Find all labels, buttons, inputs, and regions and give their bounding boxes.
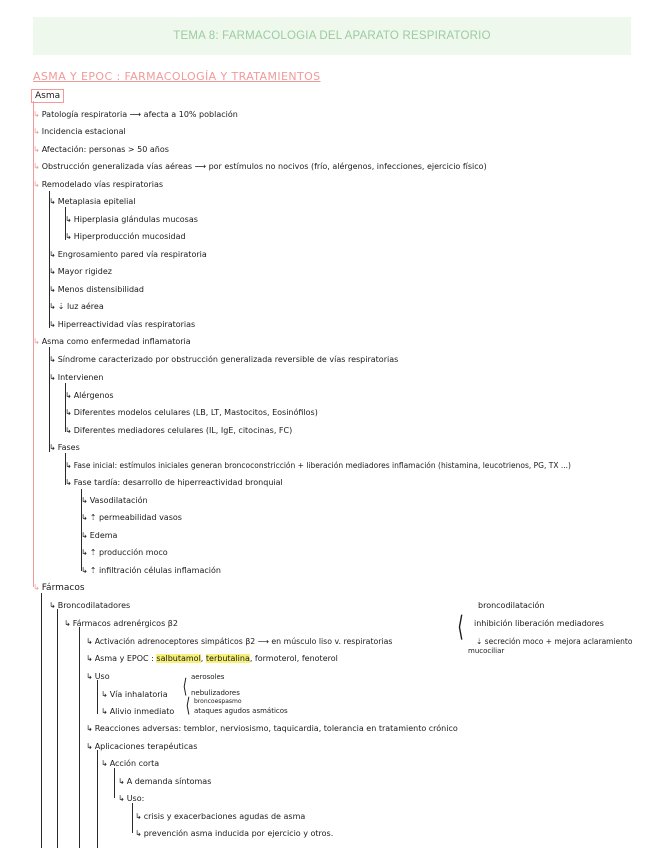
line-text: Uso:	[126, 794, 145, 803]
note-line	[81, 495, 148, 506]
line-text: Vasodilatación	[89, 496, 148, 505]
line-text: Mayor rigidez	[57, 267, 112, 276]
arrow-icon: ↳	[33, 145, 40, 154]
line-text: Síndrome caracterizado por obstrucción generalizada reversible de vías respiratorias	[57, 355, 399, 364]
line-text: Intervienen	[57, 373, 104, 382]
note-text: inhibición liberación mediadores	[474, 619, 604, 628]
arrow-icon: ↳	[101, 707, 108, 716]
arrow-icon: ↳	[135, 829, 142, 838]
note-line	[49, 266, 112, 277]
arrow-icon: ↳	[118, 794, 125, 803]
line-text: Fase inicial: estímulos iniciales generan broncoconstricción + liberación mediadores inflamación (histamina, leucotrienos, PG, TX ...)	[73, 461, 571, 470]
note-line	[65, 425, 292, 436]
note-text: aerosoles	[191, 673, 225, 681]
note-text: mucociliar	[468, 647, 505, 655]
line-text: Vía inhalatoria	[109, 690, 168, 699]
arrow-icon: ↳	[135, 812, 142, 821]
note-line	[64, 618, 178, 629]
note-line	[49, 249, 207, 260]
line-text: prevención asma inducida por ejercicio y otros.	[143, 829, 334, 838]
line-text: Patología respiratoria ⟶ afecta a 10% población	[41, 110, 238, 119]
line-text: Fases	[57, 443, 80, 452]
line-text: Metaplasia epitelial	[57, 197, 136, 206]
arrow-icon: ↳	[86, 637, 93, 646]
note-line	[49, 372, 103, 383]
arrow-icon: ↳	[49, 285, 56, 294]
side-note	[194, 698, 242, 706]
topic-label-box	[31, 89, 64, 103]
note-line	[33, 144, 169, 155]
arrow-icon: ↳	[81, 531, 88, 540]
arrow-icon: ↳	[65, 232, 72, 241]
line-text: Fase tardía: desarrollo de hiperreactividad bronquial	[73, 478, 283, 487]
note-line	[33, 161, 487, 172]
arrow-icon: ↳	[65, 215, 72, 224]
note-line: ↳ Asma y EPOC : salbutamol, terbutalina, formoterol, fenoterol	[86, 654, 338, 663]
line-text: Hiperproducción mucosidad	[73, 232, 186, 241]
note-line	[49, 196, 135, 207]
side-note	[191, 689, 240, 697]
line-text: Hiperreactividad vías respiratorias	[57, 320, 196, 329]
line-text: crisis y exacerbaciones agudas de asma	[143, 812, 306, 821]
arrow-icon: ↳	[49, 302, 56, 311]
arrow-icon: ↳	[64, 619, 71, 628]
highlighted-drug: terbutalina	[205, 654, 250, 663]
side-note	[468, 647, 504, 655]
arrow-icon: ↳	[49, 443, 56, 452]
line-text: Fármacos	[41, 583, 85, 593]
note-line	[65, 214, 198, 225]
line-text: Asma como enfermedad inflamatoria	[41, 337, 191, 346]
note-line	[101, 706, 174, 717]
arrow-icon: ↳	[86, 742, 93, 751]
side-note	[476, 636, 632, 647]
line-text: Diferentes mediadores celulares (IL, IgE, citocinas, FC)	[73, 426, 293, 435]
tree-line-farmacos	[41, 593, 42, 848]
line-text: Alérgenos	[73, 391, 114, 400]
line-text: Hiperplasia glándulas mucosas	[73, 215, 198, 224]
note-text: broncoespasmo	[194, 698, 242, 705]
arrow-icon: ↳	[49, 373, 56, 382]
note-line	[49, 354, 398, 365]
arrow-icon: ↳	[49, 267, 56, 276]
note-text: ataques agudos asmáticos	[194, 707, 288, 715]
arrow-icon: ↳	[33, 180, 40, 189]
note-line	[33, 109, 238, 120]
note-line	[81, 530, 117, 541]
arrow-icon: ↳	[33, 162, 40, 171]
arrow-icon: ↳	[81, 548, 88, 557]
note-line	[135, 828, 333, 839]
note-line	[101, 758, 159, 769]
tree-line-uso	[97, 680, 98, 714]
note-line	[118, 776, 211, 787]
tree-line-aplicaciones	[97, 750, 98, 848]
note-line	[86, 741, 197, 752]
arrow-icon: ↳	[33, 110, 40, 119]
arrow-icon: ↳	[33, 337, 40, 346]
note-line	[49, 301, 104, 312]
line-text: ⇡ infiltración células inflamación	[89, 566, 221, 575]
arrow-icon: ↳	[49, 250, 56, 259]
line-text: Afectación: personas > 50 años	[41, 145, 169, 154]
arrow-icon: ↳	[65, 426, 72, 435]
line-text: Broncodilatadores	[57, 601, 131, 610]
note-line	[65, 231, 186, 242]
tree-line-adrenergicos	[79, 627, 80, 848]
note-text: ⇣ secreción moco + mejora aclaramiento	[476, 637, 633, 646]
arrow-icon: ↳	[33, 127, 40, 136]
note-line	[65, 407, 318, 418]
arrow-icon: ↳	[49, 355, 56, 364]
line-text: Incidencia estacional	[41, 127, 126, 136]
arrow-icon: ↳	[86, 724, 93, 733]
topic-label: Asma	[35, 91, 61, 101]
highlighted-drug: salbutamol	[156, 654, 201, 663]
note-line	[86, 671, 110, 682]
note-line	[33, 336, 191, 347]
note-line	[65, 390, 114, 401]
note-line	[86, 723, 458, 734]
line-text: Asma y EPOC :	[94, 654, 154, 663]
side-note	[194, 707, 288, 715]
line-text: ⇣ luz aérea	[57, 302, 104, 311]
line-text: Alivio inmediato	[109, 707, 175, 716]
note-line	[86, 636, 393, 647]
arrow-icon: ↳	[81, 496, 88, 505]
brace-mark: ⟨	[185, 693, 191, 717]
line-text: Edema	[89, 531, 118, 540]
arrow-icon: ↳	[49, 320, 56, 329]
line-text: Diferentes modelos celulares (LB, LT, Mastocitos, Eosinófilos)	[73, 408, 318, 417]
arrow-icon: ↳	[81, 513, 88, 522]
note-line	[33, 179, 163, 190]
header-title: TEMA 8: FARMACOLOGIA DEL APARATO RESPIRATORIO	[173, 30, 491, 42]
arrow-icon: ↳	[86, 672, 93, 681]
note-line	[81, 512, 182, 523]
note-line	[49, 442, 80, 453]
topic-header-banner	[33, 17, 631, 55]
side-note	[191, 673, 224, 681]
arrow-icon: ↳	[65, 408, 72, 417]
arrow-icon: ↳	[33, 583, 40, 592]
line-text: ⇡ producción moco	[89, 548, 168, 557]
side-note	[478, 600, 545, 611]
note-line	[33, 582, 85, 594]
line-text: Reacciones adversas: temblor, nerviosismo, taquicardia, tolerancia en tratamiento crónico	[94, 724, 458, 733]
line-text: Fármacos adrenérgicos β2	[72, 619, 178, 628]
arrow-icon: ↳	[65, 478, 72, 487]
arrow-icon: ↳	[65, 461, 72, 470]
tree-line-broncodilatadores	[57, 609, 58, 848]
note-line	[135, 811, 305, 822]
tree-line-uso2	[132, 803, 133, 833]
line-text: A demanda síntomas	[126, 777, 212, 786]
note-text: broncodilatación	[478, 601, 545, 610]
note-line	[65, 460, 571, 471]
brace-mark: ⟨	[182, 674, 188, 698]
line-text: Obstrucción generalizada vías aéreas ⟶ por estímulos no nocivos (frío, alérgenos, infecciones, ejercicio físico)	[41, 162, 487, 171]
note-line	[49, 319, 195, 330]
arrow-icon: ↳	[65, 391, 72, 400]
line-text: ⇡ permeabilidad vasos	[89, 513, 182, 522]
arrow-icon: ↳	[86, 654, 93, 663]
line-text: Acción corta	[109, 759, 160, 768]
note-line	[65, 477, 283, 488]
note-line	[118, 793, 144, 804]
tree-line-accion-corta	[114, 768, 115, 798]
note-line	[49, 600, 130, 611]
note-line	[33, 126, 126, 137]
line-text: Uso	[94, 672, 110, 681]
line-text: Remodelado vías respiratorias	[41, 180, 164, 189]
arrow-icon: ↳	[118, 777, 125, 786]
note-line	[49, 284, 144, 295]
note-line	[101, 689, 168, 700]
arrow-icon: ↳	[81, 566, 88, 575]
line-text: Engrosamiento pared vía respiratoria	[57, 250, 207, 259]
brace-mark: ⟨	[457, 610, 464, 643]
line-text: , formoterol, fenoterol	[249, 654, 338, 663]
line-text: Activación adrenoceptores simpáticos β2 ⟶ en músculo liso v. respiratorias	[94, 637, 393, 646]
arrow-icon: ↳	[49, 601, 56, 610]
arrow-icon: ↳	[101, 759, 108, 768]
arrow-icon: ↳	[101, 690, 108, 699]
note-line	[81, 547, 168, 558]
note-text: nebulizadores	[191, 689, 240, 697]
line-text: Menos distensibilidad	[57, 285, 144, 294]
arrow-icon: ↳	[49, 197, 56, 206]
line-text: Aplicaciones terapéuticas	[94, 742, 198, 751]
side-note	[474, 618, 604, 629]
section-title: ASMA Y EPOC : FARMACOLOGÍA Y TRATAMIENTOS	[33, 70, 321, 83]
note-line	[81, 565, 221, 576]
